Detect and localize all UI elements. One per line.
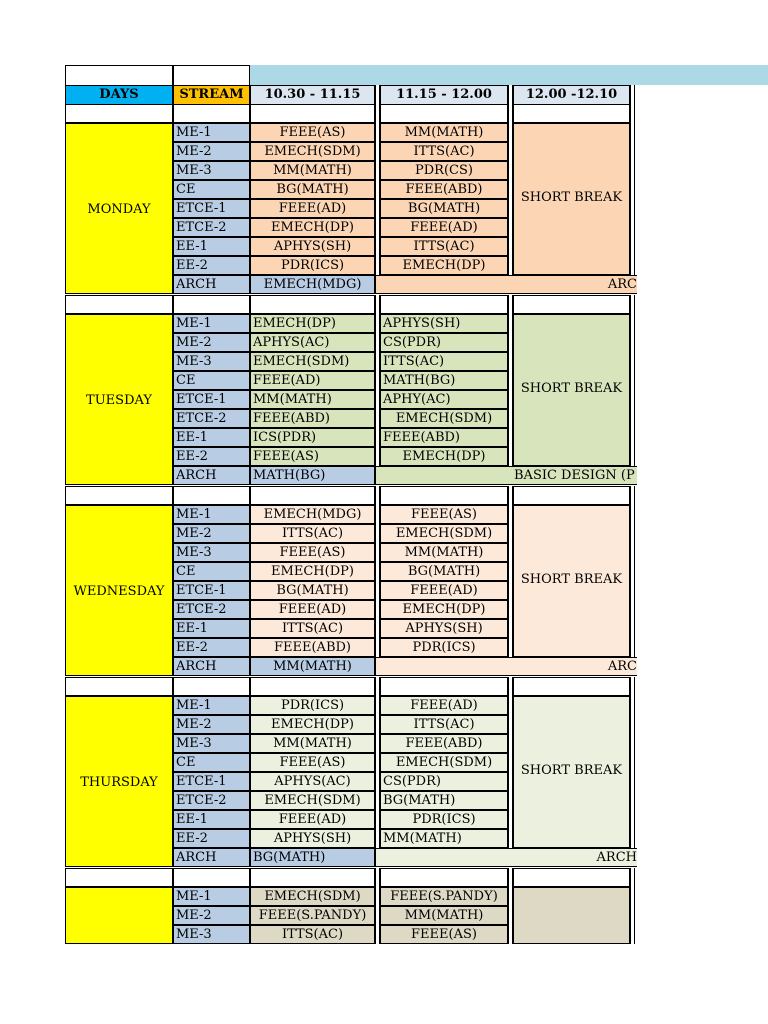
class-cell: MM(MATH) bbox=[380, 829, 508, 848]
stream-cell: ETCE-2 bbox=[173, 600, 250, 619]
stream-cell: ME-2 bbox=[173, 142, 250, 161]
class-cell: BG(MATH) bbox=[380, 562, 508, 581]
class-cell: PDR(ICS) bbox=[250, 696, 375, 715]
arch-class-cell: MATH(BG) bbox=[250, 466, 375, 485]
time-slot-header: 11.15 - 12.00 bbox=[380, 85, 508, 105]
days-header: DAYS bbox=[65, 85, 173, 105]
column-divider bbox=[630, 906, 635, 925]
class-cell: EMECH(DP) bbox=[250, 562, 375, 581]
top-banner bbox=[250, 65, 768, 85]
class-cell: EMECH(MDG) bbox=[250, 505, 375, 524]
class-cell: APHYS(SH) bbox=[250, 829, 375, 848]
class-cell: EMECH(SDM) bbox=[380, 409, 508, 428]
class-cell: EMECH(SDM) bbox=[250, 791, 375, 810]
class-cell: FEEE(AD) bbox=[250, 600, 375, 619]
column-divider bbox=[630, 600, 635, 619]
class-cell: ITTS(AC) bbox=[250, 619, 375, 638]
class-cell: FEEE(S.PANDY) bbox=[250, 906, 375, 925]
spacer-cell bbox=[250, 295, 375, 314]
class-cell: ITTS(AC) bbox=[380, 142, 508, 161]
stream-cell: ME-3 bbox=[173, 734, 250, 753]
class-cell: MATH(BG) bbox=[380, 371, 508, 390]
column-divider bbox=[630, 581, 635, 600]
arch-merged-cell: ARC bbox=[375, 275, 637, 294]
stream-cell: ARCH bbox=[173, 275, 250, 294]
time-slot-header: 10.30 - 11.15 bbox=[250, 85, 375, 105]
stream-cell: ETCE-1 bbox=[173, 390, 250, 409]
stream-cell: ME-1 bbox=[173, 887, 250, 906]
class-cell: EMECH(SDM) bbox=[380, 753, 508, 772]
spacer-cell bbox=[380, 295, 508, 314]
short-break-cell: SHORT BREAK bbox=[513, 314, 630, 466]
class-cell: FEEE(AD) bbox=[380, 218, 508, 237]
class-cell: MM(MATH) bbox=[380, 123, 508, 142]
class-cell: EMECH(DP) bbox=[380, 256, 508, 275]
stream-cell: ETCE-1 bbox=[173, 581, 250, 600]
day-label: TUESDAY bbox=[65, 314, 173, 485]
class-cell: EMECH(SDM) bbox=[250, 142, 375, 161]
day-label bbox=[65, 887, 173, 944]
spacer-cell bbox=[65, 486, 173, 505]
spacer-cell bbox=[380, 486, 508, 505]
class-cell: FEEE(ABD) bbox=[250, 638, 375, 657]
class-cell: ITTS(AC) bbox=[380, 237, 508, 256]
column-divider bbox=[630, 409, 635, 428]
class-cell: FEEE(ABD) bbox=[380, 428, 508, 447]
column-divider bbox=[630, 696, 635, 715]
column-divider bbox=[630, 638, 635, 657]
class-cell: FEEE(ABD) bbox=[380, 734, 508, 753]
column-divider bbox=[630, 352, 635, 371]
column-divider bbox=[630, 256, 635, 275]
class-cell: APHY(AC) bbox=[380, 390, 508, 409]
arch-merged-cell: BASIC DESIGN (P bbox=[375, 466, 637, 485]
class-cell: ITTS(AC) bbox=[380, 715, 508, 734]
day-label: THURSDAY bbox=[65, 696, 173, 867]
banner-blank-cell bbox=[173, 65, 250, 86]
stream-cell: ME-1 bbox=[173, 123, 250, 142]
arch-merged-cell: ARCH bbox=[375, 848, 637, 867]
spacer-cell bbox=[65, 104, 173, 123]
spacer-cell bbox=[250, 486, 375, 505]
stream-cell: ME-3 bbox=[173, 352, 250, 371]
class-cell: ITTS(AC) bbox=[250, 925, 375, 944]
stream-cell: EE-2 bbox=[173, 447, 250, 466]
class-cell: BG(MATH) bbox=[380, 199, 508, 218]
class-cell: FEEE(AS) bbox=[250, 447, 375, 466]
stream-cell: ETCE-2 bbox=[173, 218, 250, 237]
column-divider bbox=[630, 562, 635, 581]
class-cell: FEEE(S.PANDY) bbox=[380, 887, 508, 906]
column-divider bbox=[630, 180, 635, 199]
stream-cell: ETCE-2 bbox=[173, 409, 250, 428]
stream-cell: ME-2 bbox=[173, 906, 250, 925]
column-divider bbox=[630, 619, 635, 638]
column-divider bbox=[630, 829, 635, 848]
stream-cell: ETCE-2 bbox=[173, 791, 250, 810]
spacer-cell bbox=[65, 677, 173, 696]
stream-cell: ME-2 bbox=[173, 333, 250, 352]
stream-cell: EE-2 bbox=[173, 829, 250, 848]
class-cell: PDR(ICS) bbox=[380, 638, 508, 657]
column-divider bbox=[630, 486, 635, 505]
stream-cell: CE bbox=[173, 180, 250, 199]
class-cell: FEEE(AD) bbox=[250, 199, 375, 218]
class-cell: EMECH(SDM) bbox=[250, 352, 375, 371]
stream-cell: ME-1 bbox=[173, 696, 250, 715]
day-label: WEDNESDAY bbox=[65, 505, 173, 676]
class-cell: EMECH(DP) bbox=[250, 218, 375, 237]
short-break-cell bbox=[513, 887, 630, 944]
stream-cell: EE-1 bbox=[173, 237, 250, 256]
column-divider bbox=[630, 791, 635, 810]
column-divider bbox=[630, 390, 635, 409]
class-cell: EMECH(DP) bbox=[380, 447, 508, 466]
stream-cell: EE-1 bbox=[173, 619, 250, 638]
spacer-cell bbox=[513, 104, 630, 123]
spacer-cell bbox=[250, 104, 375, 123]
column-divider bbox=[630, 505, 635, 524]
spacer-cell bbox=[173, 677, 250, 696]
banner-blank-cell bbox=[65, 65, 173, 86]
class-cell: FEEE(AS) bbox=[250, 543, 375, 562]
short-break-cell: SHORT BREAK bbox=[513, 123, 630, 275]
column-divider bbox=[630, 428, 635, 447]
stream-cell: ME-2 bbox=[173, 715, 250, 734]
class-cell: MM(MATH) bbox=[250, 734, 375, 753]
stream-cell: EE-2 bbox=[173, 638, 250, 657]
spacer-cell bbox=[65, 868, 173, 887]
class-cell: APHYS(SH) bbox=[250, 237, 375, 256]
column-divider bbox=[630, 887, 635, 906]
class-cell: ITTS(AC) bbox=[380, 352, 508, 371]
class-cell: PDR(ICS) bbox=[250, 256, 375, 275]
class-cell: ICS(PDR) bbox=[250, 428, 375, 447]
column-divider bbox=[630, 772, 635, 791]
spacer-cell bbox=[380, 868, 508, 887]
column-divider bbox=[630, 734, 635, 753]
column-divider bbox=[630, 371, 635, 390]
short-break-cell: SHORT BREAK bbox=[513, 505, 630, 657]
arch-class-cell: EMECH(MDG) bbox=[250, 275, 375, 294]
class-cell: BG(MATH) bbox=[380, 791, 508, 810]
stream-cell: EE-1 bbox=[173, 810, 250, 829]
column-divider bbox=[630, 677, 635, 696]
arch-class-cell: BG(MATH) bbox=[250, 848, 375, 867]
column-divider bbox=[630, 218, 635, 237]
spacer-cell bbox=[513, 677, 630, 696]
column-divider bbox=[630, 199, 635, 218]
short-break-cell: SHORT BREAK bbox=[513, 696, 630, 848]
time-slot-header: 12.00 -12.10 bbox=[513, 85, 630, 105]
class-cell: PDR(CS) bbox=[380, 161, 508, 180]
stream-cell: CE bbox=[173, 371, 250, 390]
spacer-cell bbox=[173, 486, 250, 505]
stream-cell: ARCH bbox=[173, 466, 250, 485]
spacer-cell bbox=[250, 677, 375, 696]
class-cell: APHYS(SH) bbox=[380, 314, 508, 333]
class-cell: FEEE(AS) bbox=[380, 505, 508, 524]
column-divider bbox=[630, 85, 635, 105]
class-cell: EMECH(SDM) bbox=[380, 524, 508, 543]
class-cell: FEEE(AD) bbox=[380, 581, 508, 600]
class-cell: FEEE(ABD) bbox=[380, 180, 508, 199]
stream-cell: ME-1 bbox=[173, 505, 250, 524]
class-cell: FEEE(AS) bbox=[380, 925, 508, 944]
class-cell: BG(MATH) bbox=[250, 581, 375, 600]
column-divider bbox=[630, 925, 635, 944]
class-cell: FEEE(ABD) bbox=[250, 409, 375, 428]
column-divider bbox=[630, 524, 635, 543]
stream-cell: EE-2 bbox=[173, 256, 250, 275]
stream-cell: ME-3 bbox=[173, 161, 250, 180]
spacer-cell bbox=[173, 104, 250, 123]
stream-cell: ETCE-1 bbox=[173, 772, 250, 791]
column-divider bbox=[630, 123, 635, 142]
column-divider bbox=[630, 314, 635, 333]
class-cell: ITTS(AC) bbox=[250, 524, 375, 543]
stream-cell: CE bbox=[173, 753, 250, 772]
class-cell: EMECH(DP) bbox=[380, 600, 508, 619]
column-divider bbox=[630, 161, 635, 180]
column-divider bbox=[630, 333, 635, 352]
arch-class-cell: MM(MATH) bbox=[250, 657, 375, 676]
spacer-cell bbox=[380, 677, 508, 696]
class-cell: FEEE(AD) bbox=[250, 810, 375, 829]
stream-cell: EE-1 bbox=[173, 428, 250, 447]
class-cell: MM(MATH) bbox=[380, 906, 508, 925]
spacer-cell bbox=[173, 295, 250, 314]
class-cell: FEEE(AD) bbox=[250, 371, 375, 390]
class-cell: EMECH(DP) bbox=[250, 715, 375, 734]
spacer-cell bbox=[513, 295, 630, 314]
class-cell: EMECH(SDM) bbox=[250, 887, 375, 906]
column-divider bbox=[630, 104, 635, 123]
column-divider bbox=[630, 810, 635, 829]
class-cell: BG(MATH) bbox=[250, 180, 375, 199]
spacer-cell bbox=[513, 486, 630, 505]
class-cell: APHYS(SH) bbox=[380, 619, 508, 638]
class-cell: APHYS(AC) bbox=[250, 333, 375, 352]
column-divider bbox=[630, 753, 635, 772]
class-cell: PDR(ICS) bbox=[380, 810, 508, 829]
class-cell: FEEE(AD) bbox=[380, 696, 508, 715]
stream-cell: ME-3 bbox=[173, 925, 250, 944]
stream-cell: CE bbox=[173, 562, 250, 581]
spacer-cell bbox=[380, 104, 508, 123]
arch-merged-cell: ARC bbox=[375, 657, 637, 676]
stream-cell: ME-1 bbox=[173, 314, 250, 333]
stream-cell: ME-3 bbox=[173, 543, 250, 562]
stream-cell: ME-2 bbox=[173, 524, 250, 543]
class-cell: EMECH(DP) bbox=[250, 314, 375, 333]
column-divider bbox=[630, 868, 635, 887]
class-cell: CS(PDR) bbox=[380, 772, 508, 791]
spacer-cell bbox=[173, 868, 250, 887]
column-divider bbox=[630, 295, 635, 314]
stream-header: STREAM bbox=[173, 85, 250, 105]
column-divider bbox=[630, 715, 635, 734]
column-divider bbox=[630, 237, 635, 256]
class-cell: MM(MATH) bbox=[380, 543, 508, 562]
class-cell: FEEE(AS) bbox=[250, 123, 375, 142]
class-cell: MM(MATH) bbox=[250, 161, 375, 180]
column-divider bbox=[630, 447, 635, 466]
spacer-cell bbox=[250, 868, 375, 887]
stream-cell: ETCE-1 bbox=[173, 199, 250, 218]
spacer-cell bbox=[65, 295, 173, 314]
column-divider bbox=[630, 142, 635, 161]
class-cell: CS(PDR) bbox=[380, 333, 508, 352]
class-cell: APHYS(AC) bbox=[250, 772, 375, 791]
column-divider bbox=[630, 543, 635, 562]
spacer-cell bbox=[513, 868, 630, 887]
class-cell: FEEE(AS) bbox=[250, 753, 375, 772]
stream-cell: ARCH bbox=[173, 848, 250, 867]
day-label: MONDAY bbox=[65, 123, 173, 294]
class-cell: MM(MATH) bbox=[250, 390, 375, 409]
stream-cell: ARCH bbox=[173, 657, 250, 676]
